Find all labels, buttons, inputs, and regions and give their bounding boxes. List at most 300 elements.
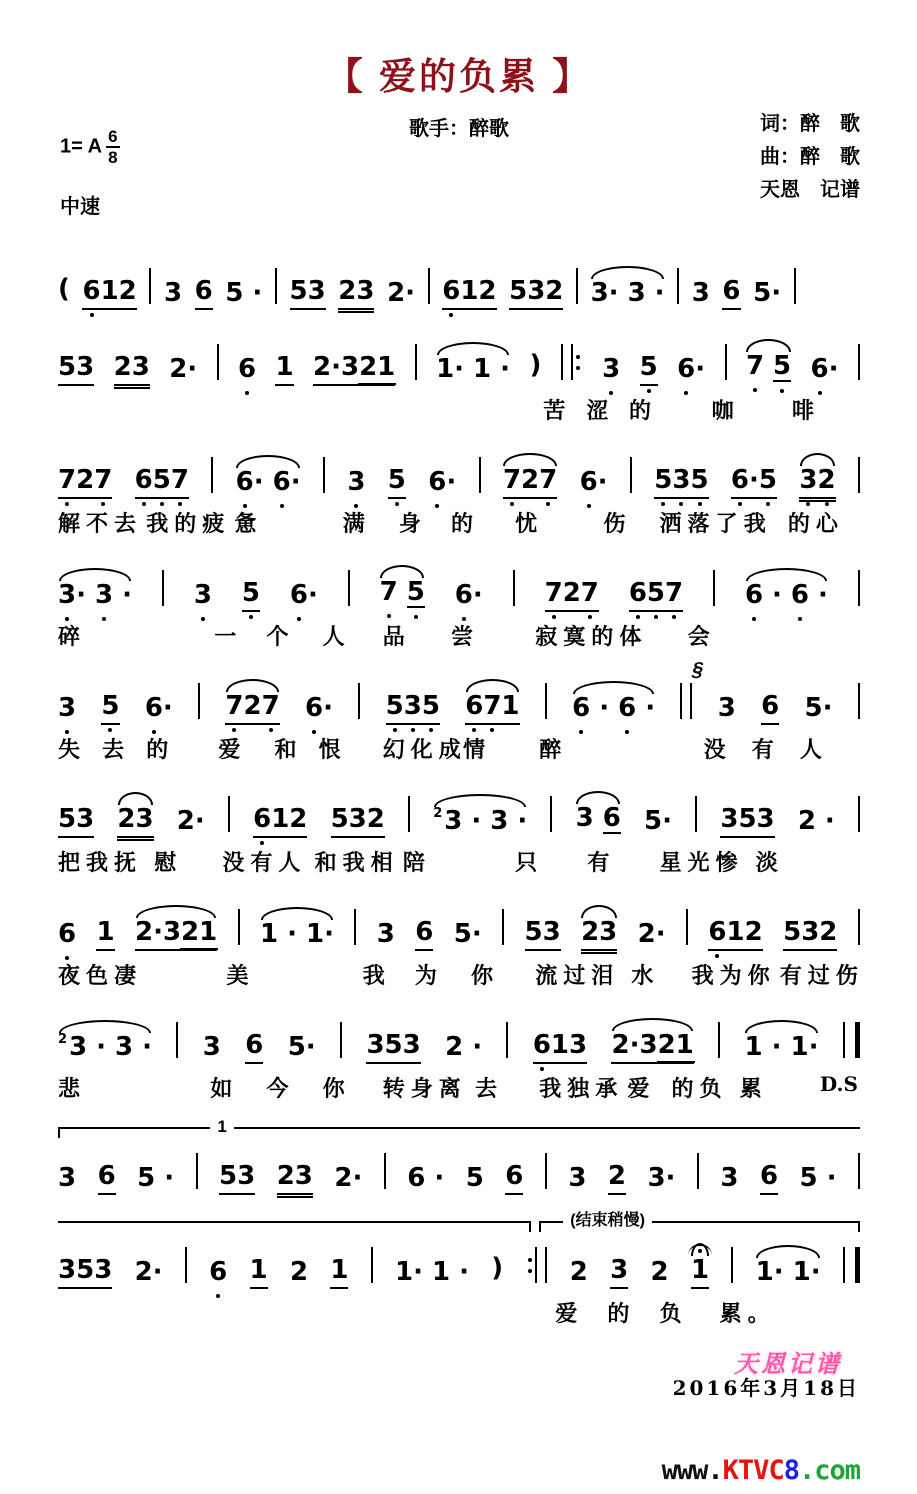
note-digit: 3	[366, 1030, 385, 1060]
dot: ·	[76, 580, 86, 610]
note-digit: 2	[359, 352, 378, 382]
note-digit: 3	[76, 352, 95, 382]
lyric-syllable: 涩	[586, 398, 615, 423]
dot: ·	[252, 278, 263, 308]
note-digit	[155, 1165, 164, 1191]
barline	[196, 1153, 198, 1189]
note-digit: 3	[610, 1255, 629, 1285]
lyric-syllable: 陪	[402, 850, 431, 875]
note-group	[290, 262, 326, 310]
note-digit: 1	[260, 919, 279, 949]
note-digit: 2	[117, 804, 136, 834]
dot: ·	[454, 354, 465, 384]
note-digit: 3	[135, 804, 154, 834]
note-digit: 5	[406, 577, 425, 607]
note-group	[58, 566, 132, 612]
repeat-dots	[576, 355, 580, 370]
dot: ·	[695, 354, 706, 384]
barline	[731, 1247, 733, 1283]
note-group	[640, 338, 658, 386]
note-digit	[450, 1259, 459, 1285]
lyric-syllable: 的	[607, 1301, 636, 1326]
note-digit: 1	[395, 1257, 414, 1287]
note-group	[277, 1147, 313, 1195]
note-digit: 6	[134, 465, 153, 495]
note-digit: 6	[810, 354, 829, 384]
note-digit	[636, 695, 645, 721]
note-digit: 6	[194, 276, 213, 306]
lyric-syllable: 去	[102, 737, 131, 762]
note-group	[58, 679, 76, 725]
note-digit: 1	[436, 354, 455, 384]
lyric-syllable: 负	[659, 1301, 688, 1326]
note-digit: 5	[804, 693, 823, 723]
barline	[479, 457, 481, 493]
barline	[513, 570, 515, 606]
note-group	[638, 905, 666, 951]
note-digit: 5	[287, 1032, 306, 1062]
note-digit: 7	[665, 578, 684, 608]
score	[58, 252, 864, 1331]
note-digit: 6	[730, 465, 750, 495]
lyric-syllable: 满	[342, 511, 371, 536]
lyric-syllable: 淡	[755, 850, 784, 875]
note-group	[651, 1243, 669, 1289]
note-digit: 5	[387, 465, 406, 495]
note-digit: 6	[245, 1030, 264, 1060]
note-digit: 5	[421, 691, 440, 721]
note-group	[58, 451, 112, 499]
note-group	[708, 903, 762, 951]
double-barline	[680, 683, 692, 719]
note-digit	[87, 1034, 96, 1060]
ds-marking: D.S	[819, 1072, 858, 1096]
note-digit: 1	[306, 919, 325, 949]
notes-row	[58, 1137, 860, 1195]
dot: ·	[500, 354, 511, 384]
note-group	[225, 264, 262, 310]
note-digit: 6	[454, 580, 473, 610]
note-digit: 3	[163, 278, 183, 308]
note-digit: 6	[744, 580, 764, 610]
note-digit: 1	[432, 1257, 451, 1287]
note-group	[366, 1016, 420, 1064]
note-group	[800, 1149, 837, 1195]
note-digit: 5	[241, 578, 260, 608]
score-line	[58, 441, 860, 541]
note-digit: 5	[330, 804, 349, 834]
lyric-syllable: 爱	[218, 737, 247, 762]
barline	[576, 268, 578, 304]
note-digit: 5	[384, 1030, 403, 1060]
note-digit: 6	[253, 804, 272, 834]
note-digit: 1	[501, 691, 520, 721]
repeat-start-barline	[561, 344, 583, 380]
note-digit: 7	[580, 578, 599, 608]
lyrics-row	[58, 733, 860, 767]
note-digit: 7	[745, 351, 765, 381]
note-digit: 5	[58, 352, 77, 382]
note-group	[58, 1018, 152, 1064]
note-group	[525, 903, 561, 951]
note-group	[761, 677, 779, 725]
note-group	[203, 1018, 221, 1064]
note-digit: 3	[647, 1163, 666, 1193]
note-digit: 2	[521, 465, 540, 495]
note-digit: 5	[465, 1163, 484, 1193]
note-digit: 2	[545, 276, 564, 306]
lyric-syllable: 失	[58, 737, 87, 762]
note-digit: 1	[726, 917, 745, 947]
lyrics-row	[58, 959, 864, 993]
note-digit: 5	[137, 1163, 156, 1193]
dot: ·	[331, 352, 341, 382]
note-digit: 5	[654, 465, 673, 495]
note-digit	[619, 280, 628, 306]
lyric-syllable: 幻化成	[382, 737, 467, 762]
note-group	[334, 1149, 362, 1195]
note-digit: 6	[272, 467, 291, 497]
notes-row	[58, 328, 860, 386]
note-group	[798, 792, 835, 838]
note-digit: 1	[460, 276, 479, 306]
note-digit: 5	[385, 691, 404, 721]
barline	[275, 268, 277, 304]
lyric-syllable: 体	[619, 624, 648, 649]
lyric-syllable: 星光惨	[659, 850, 744, 875]
note-group	[466, 1149, 484, 1195]
dot: ·	[323, 693, 333, 723]
dot: ·	[96, 1032, 107, 1062]
header	[58, 100, 860, 252]
note-digit: 6	[428, 467, 447, 497]
note-group	[811, 340, 839, 386]
notator-credit: 天恩 记谱	[760, 179, 860, 201]
lyric-syllable: 流过泪	[535, 963, 620, 988]
note-digit: 5	[799, 1163, 818, 1193]
note-group	[442, 262, 496, 310]
note-digit: 2	[744, 917, 763, 947]
note-group	[722, 262, 740, 310]
note-digit	[106, 1034, 115, 1060]
paren: )	[491, 1253, 504, 1283]
lyric-syllable: 为	[414, 963, 443, 988]
note-digit	[590, 695, 599, 721]
note-digit: 5	[76, 1255, 95, 1285]
note-group	[386, 677, 440, 725]
note-digit: 6	[82, 276, 101, 306]
lyrics-row	[58, 1297, 860, 1331]
dot: ·	[771, 278, 782, 308]
note-group	[275, 338, 293, 386]
lyric-syllable: 一	[214, 624, 243, 649]
note-digit	[133, 1034, 142, 1060]
lyric-syllable: 解不去	[58, 511, 143, 536]
time-top: 6	[108, 127, 118, 146]
note-digit: 5	[753, 278, 772, 308]
tempo-marking: 中速	[60, 196, 100, 218]
note-group	[245, 1016, 263, 1064]
dot: ·	[629, 1030, 640, 1060]
note-digit: 2	[338, 276, 357, 306]
note-digit	[816, 808, 825, 834]
note-group	[428, 453, 456, 499]
note-group	[445, 1018, 482, 1064]
note-digit: 2	[562, 578, 581, 608]
barline	[858, 909, 860, 945]
note-digit: 6	[677, 354, 696, 384]
note-digit: 6	[532, 1030, 551, 1060]
score-line	[58, 252, 860, 310]
notes-row	[58, 893, 860, 951]
note-group	[219, 1147, 255, 1195]
note-digit: 2	[169, 354, 188, 384]
note-digit: 1	[473, 354, 492, 384]
note-digit	[784, 1259, 793, 1285]
note-digit: 3	[799, 465, 818, 495]
lyric-syllable: 我	[362, 963, 391, 988]
note-digit: 2	[243, 691, 262, 721]
note-group	[602, 340, 620, 386]
barline	[371, 1247, 373, 1283]
note-group	[581, 903, 617, 951]
note-digit: 7	[502, 465, 522, 495]
volta-bracket	[58, 1127, 860, 1129]
note-digit: 2	[607, 1161, 626, 1191]
note-digit: 5	[219, 1161, 238, 1191]
note-digit	[463, 1034, 472, 1060]
dot: ·	[446, 467, 457, 497]
paren: )	[529, 350, 542, 380]
note-digit: 6	[237, 354, 257, 384]
note-group	[433, 792, 527, 838]
barline	[354, 909, 356, 945]
note-digit: 5	[152, 465, 171, 495]
note-digit: 3	[69, 1032, 88, 1062]
dot: ·	[599, 693, 610, 723]
barline	[695, 796, 697, 832]
note-digit: 2	[581, 917, 600, 947]
dot: ·	[413, 1257, 423, 1287]
barline	[725, 344, 727, 380]
note-digit: 1	[744, 1032, 763, 1062]
lyrics-row	[58, 846, 860, 880]
note-digit: 3	[58, 1255, 77, 1285]
note-digit: 2	[134, 917, 154, 947]
note-digit: 3	[162, 917, 182, 947]
logo-part: www.	[661, 1455, 723, 1486]
note-digit	[481, 808, 490, 834]
barline	[630, 457, 632, 493]
grace-note: 2	[58, 1032, 68, 1047]
barline	[713, 570, 715, 606]
note-digit: 6	[579, 467, 598, 497]
note-digit	[462, 808, 471, 834]
note-digit: 3	[76, 804, 95, 834]
barline	[415, 344, 417, 380]
note-digit: 3	[340, 352, 360, 382]
note-digit: 6	[722, 276, 741, 306]
note-group	[533, 1016, 587, 1064]
note-digit: 3	[672, 465, 691, 495]
note-group	[96, 903, 114, 951]
note-digit: 2	[569, 1257, 588, 1287]
lyric-syllable: 品	[382, 624, 411, 649]
note-digit: 1	[275, 352, 294, 382]
barline	[176, 1022, 178, 1058]
note-group	[387, 264, 415, 310]
note-digit: 3	[294, 1161, 313, 1191]
dot: ·	[164, 1163, 175, 1193]
note-digit: 3	[94, 1255, 113, 1285]
note-digit: 6	[305, 693, 324, 723]
lyric-syllable: 忧	[515, 511, 544, 536]
note-digit	[781, 1034, 790, 1060]
note-digit: 3	[94, 580, 114, 610]
paren: (	[58, 274, 70, 304]
note-digit	[425, 1165, 434, 1191]
note-digit: 3	[115, 1032, 134, 1062]
note-digit	[782, 582, 791, 608]
lyric-syllable: 累。	[719, 1301, 776, 1326]
dot: ·	[290, 467, 301, 497]
note-group	[169, 340, 197, 386]
note-group	[647, 1149, 675, 1195]
note-group	[745, 1018, 819, 1064]
note-digit: 6	[209, 1257, 228, 1287]
note-digit	[86, 582, 95, 608]
note-group	[250, 1241, 268, 1289]
notes-row	[58, 780, 860, 838]
note-digit: 7	[261, 691, 280, 721]
note-digit: 5	[783, 917, 802, 947]
note-digit: 6	[407, 1163, 426, 1193]
dot: ·	[194, 806, 205, 836]
note-digit: 1	[550, 1030, 570, 1060]
note-digit: 3	[402, 1030, 421, 1060]
note-digit: 6	[708, 917, 727, 947]
lyric-syllable: 没有人	[222, 850, 307, 875]
composer-credit: 曲：醉 歌	[760, 146, 860, 168]
note-group	[718, 679, 736, 725]
note-digit: 6	[442, 276, 461, 306]
note-digit: 3	[237, 1161, 256, 1191]
note-digit	[646, 280, 655, 306]
note-digit	[398, 579, 407, 605]
dot: ·	[645, 693, 656, 723]
dot: ·	[471, 806, 482, 836]
note-digit: 7	[539, 465, 558, 495]
note-digit: 5	[690, 465, 709, 495]
note-digit: 7	[58, 465, 77, 495]
lyric-syllable: 我	[743, 511, 772, 536]
note-group	[164, 264, 182, 310]
note-digit: 3	[347, 467, 366, 497]
note-group	[610, 1241, 628, 1289]
barline	[228, 796, 230, 832]
lyric-syllable: 今	[266, 1076, 295, 1101]
note-digit: 1	[377, 352, 396, 382]
note-digit: 7	[379, 577, 398, 607]
note-digit: 6	[289, 580, 308, 610]
note-group	[347, 453, 365, 499]
note-digit: 5	[453, 919, 472, 949]
note-group	[503, 451, 557, 499]
note-digit: 5	[738, 804, 757, 834]
dot: ·	[324, 919, 334, 949]
lyric-syllable: 慰	[154, 850, 183, 875]
note-digit	[243, 280, 252, 306]
note-digit: 2	[657, 1030, 676, 1060]
ktvc8-logo	[662, 1455, 860, 1486]
note-digit: 2	[312, 352, 332, 382]
dot: ·	[405, 278, 416, 308]
note-digit: 6	[572, 693, 591, 723]
lyric-syllable: 寂寞的	[535, 624, 620, 649]
lyric-syllable: 惫	[234, 511, 263, 536]
score-line	[58, 659, 860, 767]
note-group	[731, 451, 777, 499]
barline	[794, 268, 796, 304]
key-prefix: 1= A	[60, 135, 103, 158]
note-digit	[508, 808, 517, 834]
note-digit: 2	[817, 465, 836, 495]
score-line	[58, 893, 864, 993]
dot: ·	[287, 919, 297, 949]
note-digit: 5	[646, 578, 665, 608]
note-digit	[278, 921, 287, 947]
sheet-page	[58, 0, 864, 1494]
note-digit: 6	[618, 693, 637, 723]
barline	[858, 344, 860, 380]
lyrics-row	[58, 1072, 860, 1106]
dot: ·	[472, 1032, 483, 1062]
lyric-syllable: 我为你	[691, 963, 776, 988]
barline	[428, 268, 430, 304]
note-digit: 2	[289, 1257, 309, 1287]
note-digit: 3	[58, 1163, 77, 1193]
note-group	[545, 564, 599, 612]
lyrics-row	[58, 620, 860, 654]
barline	[858, 570, 860, 606]
note-group	[407, 1149, 444, 1195]
note-group	[58, 338, 94, 386]
note-digit: 6	[97, 1161, 116, 1191]
note-group	[135, 451, 189, 499]
note-digit: 2	[650, 1257, 669, 1287]
note-digit: 6	[602, 803, 621, 833]
note-group	[242, 564, 260, 612]
lyricist-credit: 词：醉 歌	[760, 113, 860, 135]
lyric-syllable: 碎	[58, 624, 87, 649]
note-group	[756, 1243, 821, 1289]
lyric-syllable: 累	[739, 1076, 768, 1101]
volta-row	[58, 1119, 860, 1137]
watermark: 天恩记谱	[734, 1351, 842, 1378]
score-line	[58, 1119, 860, 1195]
dot: ·	[826, 1163, 837, 1193]
lyric-syllable: 悲	[58, 1076, 87, 1101]
note-group	[137, 1149, 174, 1195]
dot: ·	[771, 1032, 782, 1062]
lyric-syllable: 美	[226, 963, 255, 988]
score-line	[58, 780, 860, 880]
note-digit: 3	[691, 278, 710, 308]
note-group	[260, 905, 334, 951]
dot: ·	[818, 580, 828, 610]
note-group	[505, 1147, 523, 1195]
note-digit: 3	[720, 804, 739, 834]
